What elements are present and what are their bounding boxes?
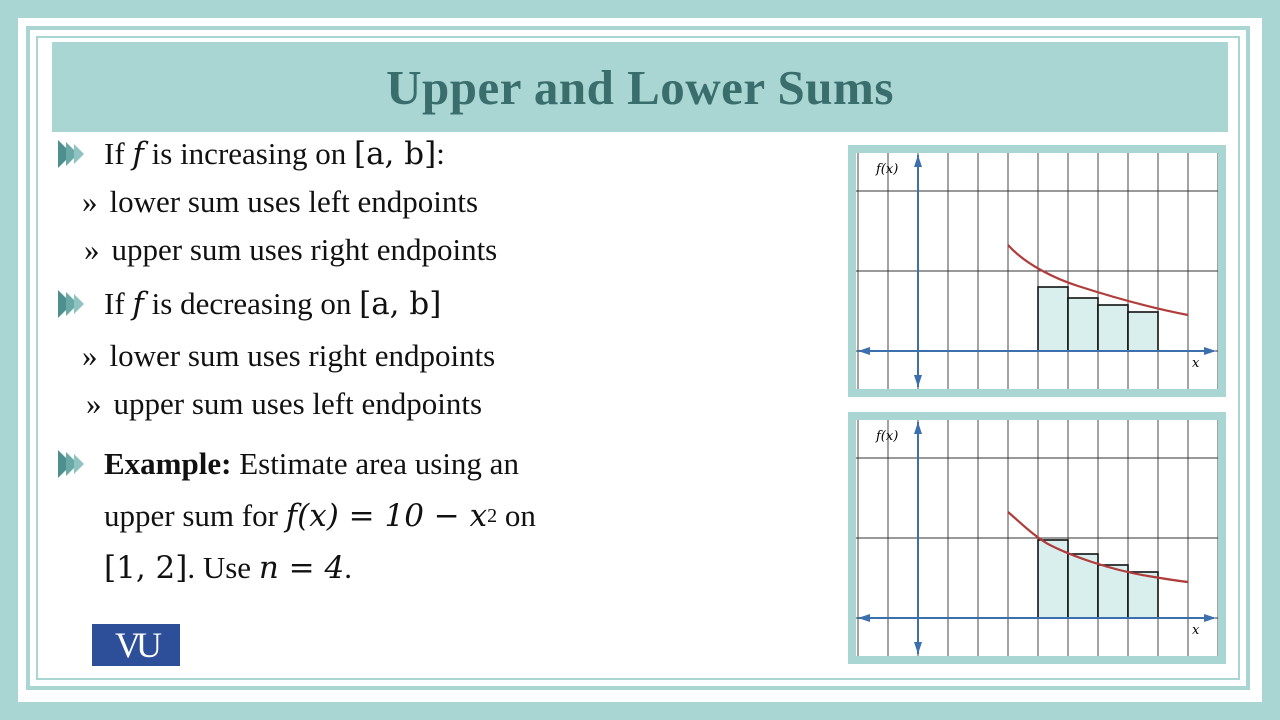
x-axis-arrow-right	[1204, 614, 1216, 622]
upper-sum-graph-plot	[856, 420, 1218, 656]
y-axis-arrow-down	[914, 642, 922, 654]
example-n: n = 4	[258, 550, 345, 586]
grid-lines	[856, 153, 1218, 389]
example-label: Example:	[104, 446, 232, 481]
sub-bullet	[86, 386, 482, 422]
example-text: . Use	[187, 550, 259, 585]
bullet-arrow-icon	[58, 290, 94, 318]
sum-rectangle	[1128, 312, 1158, 351]
lower-sum-graph-plot	[856, 153, 1218, 389]
sum-rectangle	[1068, 298, 1098, 351]
sub-bullet-text: lower sum uses left endpoints	[109, 184, 479, 219]
sub-marker: »	[86, 386, 102, 421]
example-interval: [1, 2]	[104, 550, 188, 586]
sub-marker: »	[82, 184, 98, 219]
interval: [a, b]	[353, 136, 437, 172]
lower-sum-graph	[848, 145, 1226, 397]
y-axis-arrow-down	[914, 375, 922, 387]
formula-exponent: 2	[487, 505, 498, 527]
bullet-prefix: If	[104, 136, 125, 171]
upper-sum-graph	[848, 412, 1226, 664]
sum-rectangle	[1128, 572, 1158, 618]
slide-title: Upper and Lower Sums	[386, 59, 894, 115]
example-text: upper sum for	[104, 498, 286, 533]
bullet-increasing	[58, 136, 445, 172]
bullet-arrow-icon	[58, 450, 94, 478]
logo-text: VU	[115, 625, 157, 665]
interval: [a, b]	[359, 286, 442, 322]
y-axis-label: f(x)	[876, 162, 899, 177]
x-axis-label: x	[1192, 623, 1200, 638]
example-formula: f(x) = 10 − x	[285, 498, 488, 534]
sub-marker: »	[84, 232, 100, 267]
function-variable: f	[132, 136, 144, 172]
bullet-decreasing	[58, 286, 441, 322]
bullet-middle: is increasing on	[143, 136, 354, 171]
bullet-prefix: If	[104, 286, 125, 321]
x-axis-arrow-left	[858, 347, 870, 355]
sub-bullet	[82, 184, 478, 220]
function-variable: f	[132, 286, 144, 322]
y-axis-arrow-up	[914, 155, 922, 167]
sub-bullet	[82, 338, 495, 374]
example-text: on	[497, 498, 536, 533]
bullet-suffix: :	[436, 136, 445, 171]
grid-lines	[856, 420, 1218, 656]
title-bar	[52, 42, 1228, 132]
x-axis-arrow-right	[1204, 347, 1216, 355]
vu-logo	[92, 624, 180, 666]
bullet-middle: is decreasing on	[143, 286, 360, 321]
sum-rectangle	[1098, 565, 1128, 618]
sub-bullet	[84, 232, 497, 268]
sub-marker: »	[82, 338, 98, 373]
x-axis-label: x	[1192, 356, 1200, 371]
sum-rectangle	[1038, 287, 1068, 351]
x-axis-arrow-left	[858, 614, 870, 622]
example-block	[58, 438, 638, 594]
bullet-arrow-icon	[58, 140, 94, 168]
example-text: Estimate area using an	[231, 446, 519, 481]
y-axis-label: f(x)	[876, 429, 899, 444]
example-text: .	[344, 550, 352, 585]
y-axis-arrow-up	[914, 422, 922, 434]
sum-rectangle	[1098, 305, 1128, 351]
sub-bullet-text: upper sum uses right endpoints	[111, 232, 498, 267]
sub-bullet-text: upper sum uses left endpoints	[113, 386, 483, 421]
sub-bullet-text: lower sum uses right endpoints	[109, 338, 496, 373]
